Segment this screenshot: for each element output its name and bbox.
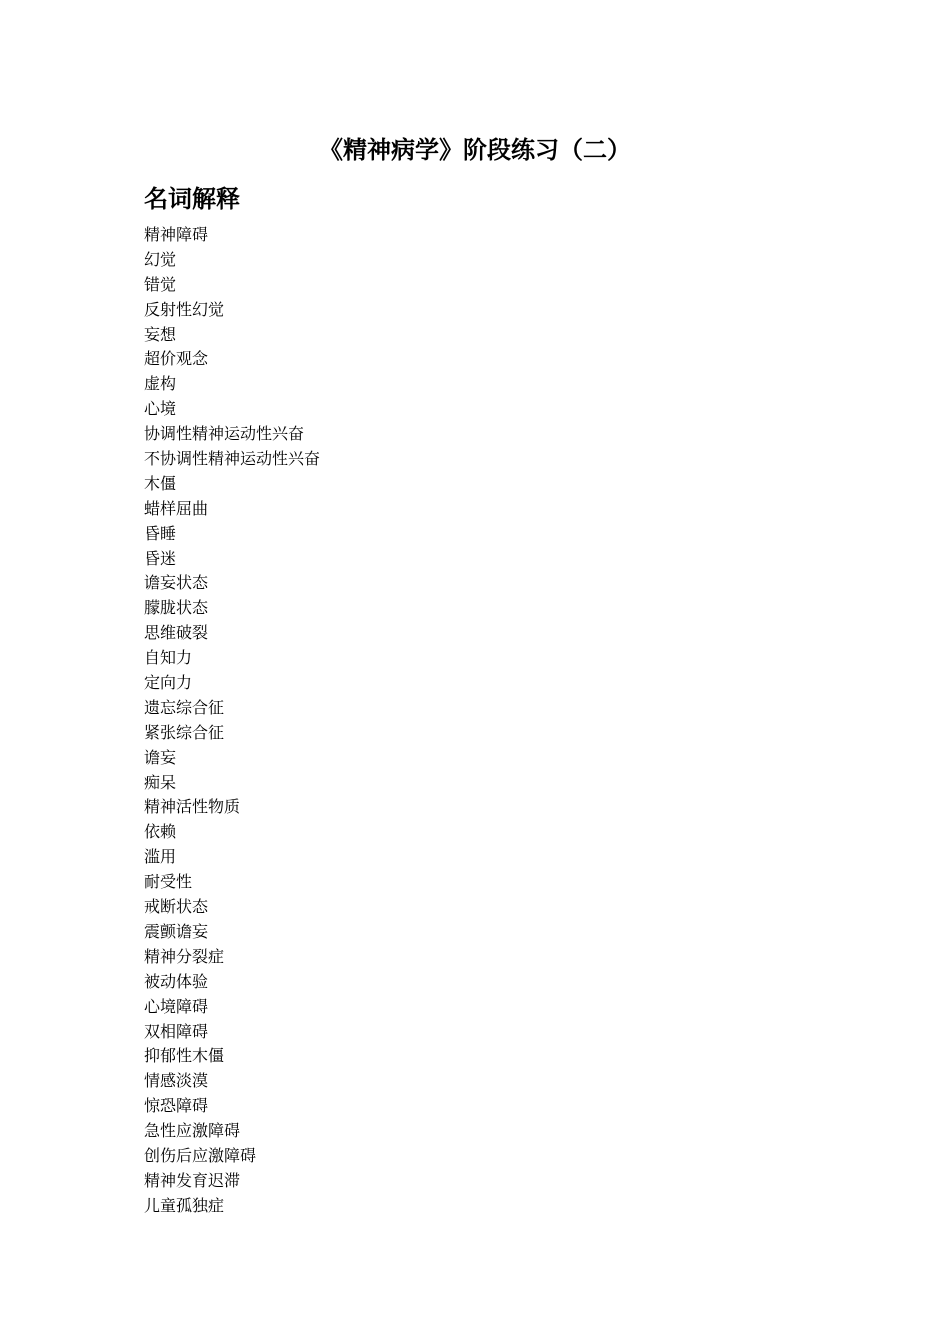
term-item: 创伤后应激障碍 — [144, 1145, 257, 1165]
term-item: 紧张综合征 — [144, 722, 225, 742]
term-item: 心境 — [144, 399, 177, 419]
term-item: 被动体验 — [144, 971, 209, 991]
term-item: 滥用 — [144, 847, 177, 867]
term-item: 超价观念 — [144, 349, 209, 369]
term-item: 昏迷 — [144, 548, 177, 568]
term-item: 朦胧状态 — [144, 598, 209, 618]
term-item: 遗忘综合征 — [144, 697, 225, 717]
term-item: 定向力 — [144, 673, 193, 693]
term-item: 昏睡 — [144, 523, 177, 543]
term-item: 耐受性 — [144, 872, 193, 892]
term-list — [144, 223, 320, 1219]
term-item: 反射性幻觉 — [144, 299, 225, 319]
term-item: 震颤谵妄 — [144, 921, 209, 941]
term-item: 痴呆 — [144, 772, 177, 792]
term-item: 精神障碍 — [144, 225, 209, 244]
term-item: 自知力 — [144, 648, 193, 668]
term-item: 不协调性精神运动性兴奋 — [144, 449, 321, 469]
section-heading: 名词解释 — [144, 185, 240, 213]
term-item: 木僵 — [144, 473, 177, 493]
term-item: 蜡样屈曲 — [144, 498, 209, 518]
term-item: 双相障碍 — [144, 1021, 209, 1041]
term-item: 精神活性物质 — [144, 797, 241, 817]
term-item: 儿童孤独症 — [144, 1195, 225, 1215]
term-item: 错觉 — [144, 274, 177, 294]
term-item: 幻觉 — [144, 249, 177, 269]
term-item: 精神分裂症 — [144, 946, 225, 966]
term-item: 谵妄 — [144, 747, 177, 767]
term-item: 惊恐障碍 — [144, 1096, 209, 1116]
term-item: 虚构 — [144, 374, 177, 394]
term-item: 精神发育迟滞 — [144, 1170, 241, 1190]
term-item: 思维破裂 — [144, 623, 209, 643]
term-item: 情感淡漠 — [144, 1071, 209, 1091]
term-item: 谵妄状态 — [144, 573, 209, 593]
term-item: 戒断状态 — [144, 897, 209, 917]
term-item: 妄想 — [144, 324, 177, 344]
term-item: 急性应激障碍 — [144, 1121, 241, 1141]
term-item: 协调性精神运动性兴奋 — [144, 424, 305, 444]
term-item: 依赖 — [144, 822, 177, 842]
term-item: 心境障碍 — [144, 996, 209, 1016]
term-item: 抑郁性木僵 — [144, 1046, 225, 1066]
page-title: 《精神病学》阶段练习（二） — [319, 136, 631, 164]
